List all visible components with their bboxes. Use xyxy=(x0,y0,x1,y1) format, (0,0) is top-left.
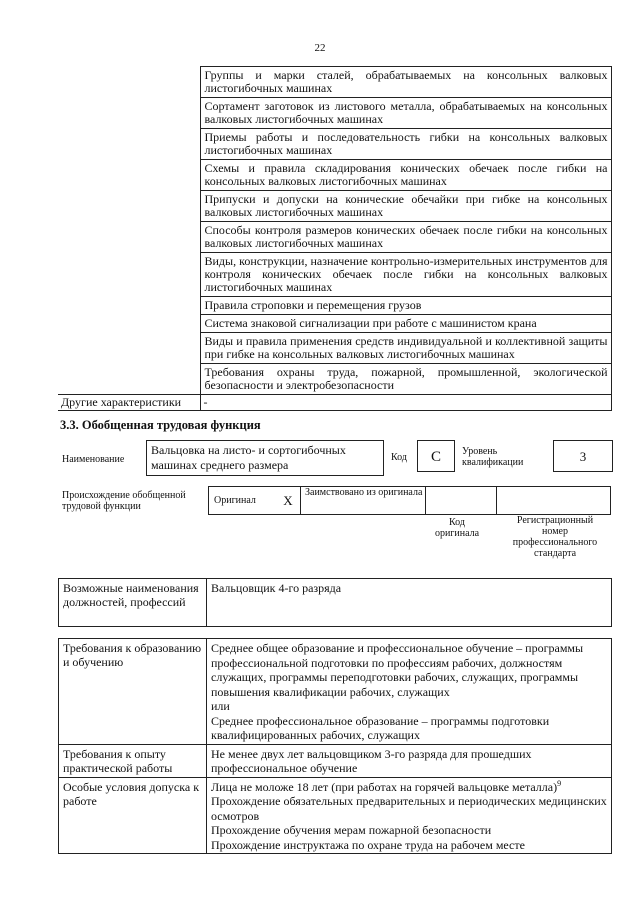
borrowed-label: Заимствовано из оригинала xyxy=(301,487,426,515)
conditions-line: Прохождение обязательных предварительных и периодических медицинских осмотров xyxy=(211,794,607,823)
education-line: или xyxy=(211,699,230,713)
qualification-level-field: 3 xyxy=(553,440,613,472)
knowledge-item: Система знаковой сигнализации при работе с машинистом крана xyxy=(200,315,611,333)
knowledge-item: Способы контроля размеров конических обечаек после гибки на консольных валковых листогибочных машинах xyxy=(200,222,611,253)
education-label: Требования к образованию и обучению xyxy=(59,639,207,745)
registration-number-cell xyxy=(497,487,611,515)
conditions-line: Прохождение инструктажа по охране труда на рабочем месте xyxy=(211,837,525,852)
requirements-table xyxy=(58,638,612,854)
knowledge-item: Схемы и правила складирования конических обечаек после гибки на консольных валковых листогибочных машинах xyxy=(200,160,611,191)
level-label: Уровень квалификации xyxy=(462,446,524,468)
positions-table xyxy=(58,578,612,627)
conditions-value xyxy=(207,777,612,854)
knowledge-label-cell xyxy=(58,67,200,395)
positions-label: Возможные наименования должностей, профессий xyxy=(59,579,207,627)
name-label: Наименование xyxy=(62,454,125,465)
code-label: Код xyxy=(391,452,407,463)
knowledge-item: Требования охраны труда, пожарной, промышленной, экологической безопасности и электробезопасности xyxy=(200,364,611,395)
footnote-marker: 9 xyxy=(557,778,562,788)
knowledge-item: Припуски и допуски на конические обечайки при гибке на консольных валковых листогибочных машинах xyxy=(200,191,611,222)
origin-table xyxy=(208,486,611,515)
knowledge-item: Правила строповки и перемещения грузов xyxy=(200,297,611,315)
knowledge-item: Сортамент заготовок из листового металла, обрабатываемых на консольных валковых листогибочных машинах xyxy=(200,98,611,129)
function-code-field: C xyxy=(417,440,455,472)
conditions-line: Лица не моложе 18 лет (при работах на горячей вальцовке металла)$^9$ xyxy=(211,778,562,794)
original-code-caption: Код оригинала xyxy=(434,517,480,539)
registration-number-caption: Регистрационный номер профессионального стандарта xyxy=(512,515,598,559)
conditions-label: Особые условия допуска к работе xyxy=(59,777,207,854)
section-title: 3.3. Обобщенная трудовая функция xyxy=(60,418,261,432)
knowledge-table xyxy=(58,66,612,411)
original-code-cell xyxy=(426,487,497,515)
education-line: Среднее общее образование и профессиональное обучение – программы профессиональной подготовки по профессиям рабочих, должностям служащих, программы переподготовки рабочих, служащих, программы повышения квалификации рабочих, служащих xyxy=(211,641,584,699)
knowledge-item: Виды и правила применения средств индивидуальной и коллективной защиты при гибке на консольных валковых листогибочных машинах xyxy=(200,333,611,364)
education-value xyxy=(207,639,612,745)
experience-value: Не менее двух лет вальцовщиком 3-го разряда для прошедших профессиональное обучение xyxy=(207,744,612,777)
other-characteristics-label: Другие характеристики xyxy=(58,395,200,411)
function-name-field: Вальцовка на листо- и сортогибочных машинах среднего размера xyxy=(146,440,384,476)
positions-value: Вальцовщик 4-го разряда xyxy=(207,579,612,627)
experience-label: Требования к опыту практической работы xyxy=(59,744,207,777)
origin-label: Происхождение обобщенной трудовой функции xyxy=(62,490,186,512)
original-label: Оригинал xyxy=(209,487,277,515)
other-characteristics-value: - xyxy=(200,395,611,411)
knowledge-item: Группы и марки сталей, обрабатываемых на консольных валковых листогибочных машинах xyxy=(200,67,611,98)
page-number: 22 xyxy=(314,42,326,54)
knowledge-item: Приемы работы и последовательность гибки на консольных валковых листогибочных машинах xyxy=(200,129,611,160)
education-line: Среднее профессиональное образование – программы подготовки квалифицированных рабочих, служащих xyxy=(211,713,550,742)
knowledge-item: Виды, конструкции, назначение контрольно-измерительных инструментов для контроля конических обечаек после гибки на консольных валковых листогибочных машинах xyxy=(200,253,611,297)
conditions-line: Прохождение обучения мерам пожарной безопасности xyxy=(211,823,492,837)
original-mark: X xyxy=(276,487,301,515)
